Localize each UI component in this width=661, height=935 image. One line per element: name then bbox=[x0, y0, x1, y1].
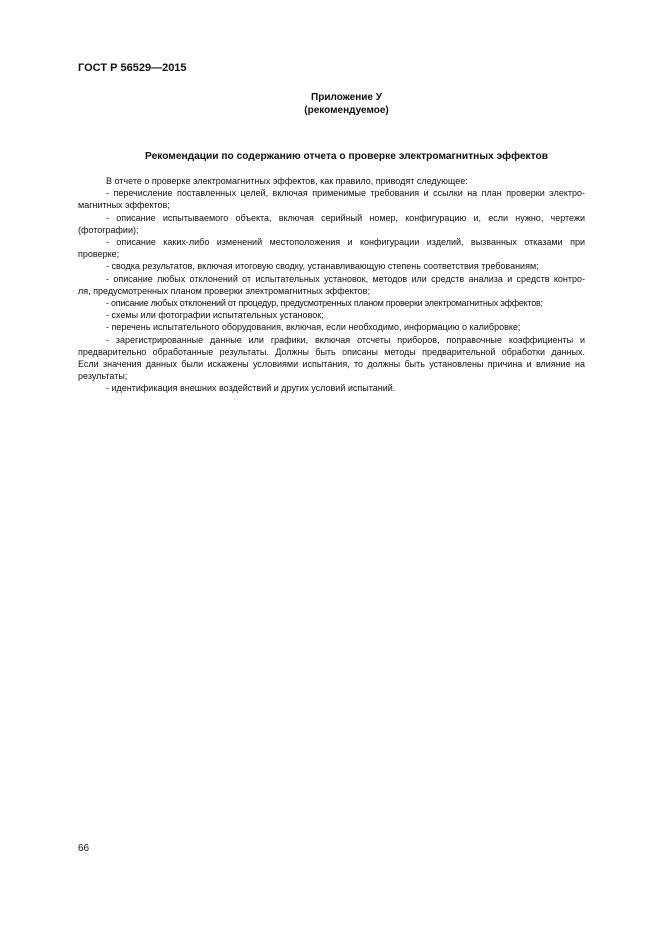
body-line: Если значения данных были искажены условиями испытания, то должны быть установлены причина и влияние на bbox=[78, 359, 585, 370]
body-line: - перечень испытательного оборудования, включая, если необходимо, информацию о калибровке; bbox=[106, 322, 521, 333]
body-line: - зарегистрированные данные или графики, включая отсчеты приборов, поправочные коэффициенты и bbox=[106, 334, 585, 345]
body-line: результаты; bbox=[78, 371, 128, 382]
body-line: ля, предусмотренных планом проверки электромагнитных эффектов; bbox=[78, 285, 370, 296]
body-line: предварительно обработанные результаты. Должны быть описаны методы предварительной обработки данных. bbox=[78, 346, 585, 357]
body-line: проверке; bbox=[78, 249, 120, 260]
body-line: - идентификация внешних воздействий и других условий испытаний. bbox=[106, 383, 396, 394]
body-line: - схемы или фотографии испытательных установок; bbox=[106, 310, 324, 321]
annex-heading bbox=[0, 91, 661, 117]
annex-title: Приложение У bbox=[311, 92, 382, 103]
body-line: магнитных эффектов; bbox=[78, 200, 170, 211]
annex-status: (рекомендуемое) bbox=[304, 105, 389, 116]
body-line: - описание испытываемого объекта, включая серийный номер, конфигурацию и, если нужно, чертежи bbox=[106, 212, 585, 223]
body-line: - описание любых отклонений от испытательных установок, методов или средств анализа и средств контро- bbox=[106, 273, 585, 284]
body-line: - сводка результатов, включая итоговую сводку, устанавливающую степень соответствия требованиям; bbox=[106, 261, 539, 272]
section-title: Рекомендации по содержанию отчета о проверке электромагнитных эффектов bbox=[145, 151, 548, 162]
body-line: (фотографии); bbox=[78, 224, 139, 235]
page-number: 66 bbox=[78, 843, 90, 854]
body-line: - перечисление поставленных целей, включая применимые требования и ссылки на план проверки электро- bbox=[106, 188, 585, 199]
body-line: В отчете о проверке электромагнитных эффектов, как правило, приводят следующее: bbox=[106, 176, 468, 186]
body-line: - описание любых отклонений от процедур, предусмотренных планом проверки электромагнитных эффектов; bbox=[106, 298, 543, 309]
document-code: ГОСТ Р 56529—2015 bbox=[78, 62, 187, 74]
body-text bbox=[78, 175, 585, 395]
body-line: - описание каких-либо изменений местоположения и конфигурации изделий, вызванных отказами при bbox=[106, 237, 585, 248]
